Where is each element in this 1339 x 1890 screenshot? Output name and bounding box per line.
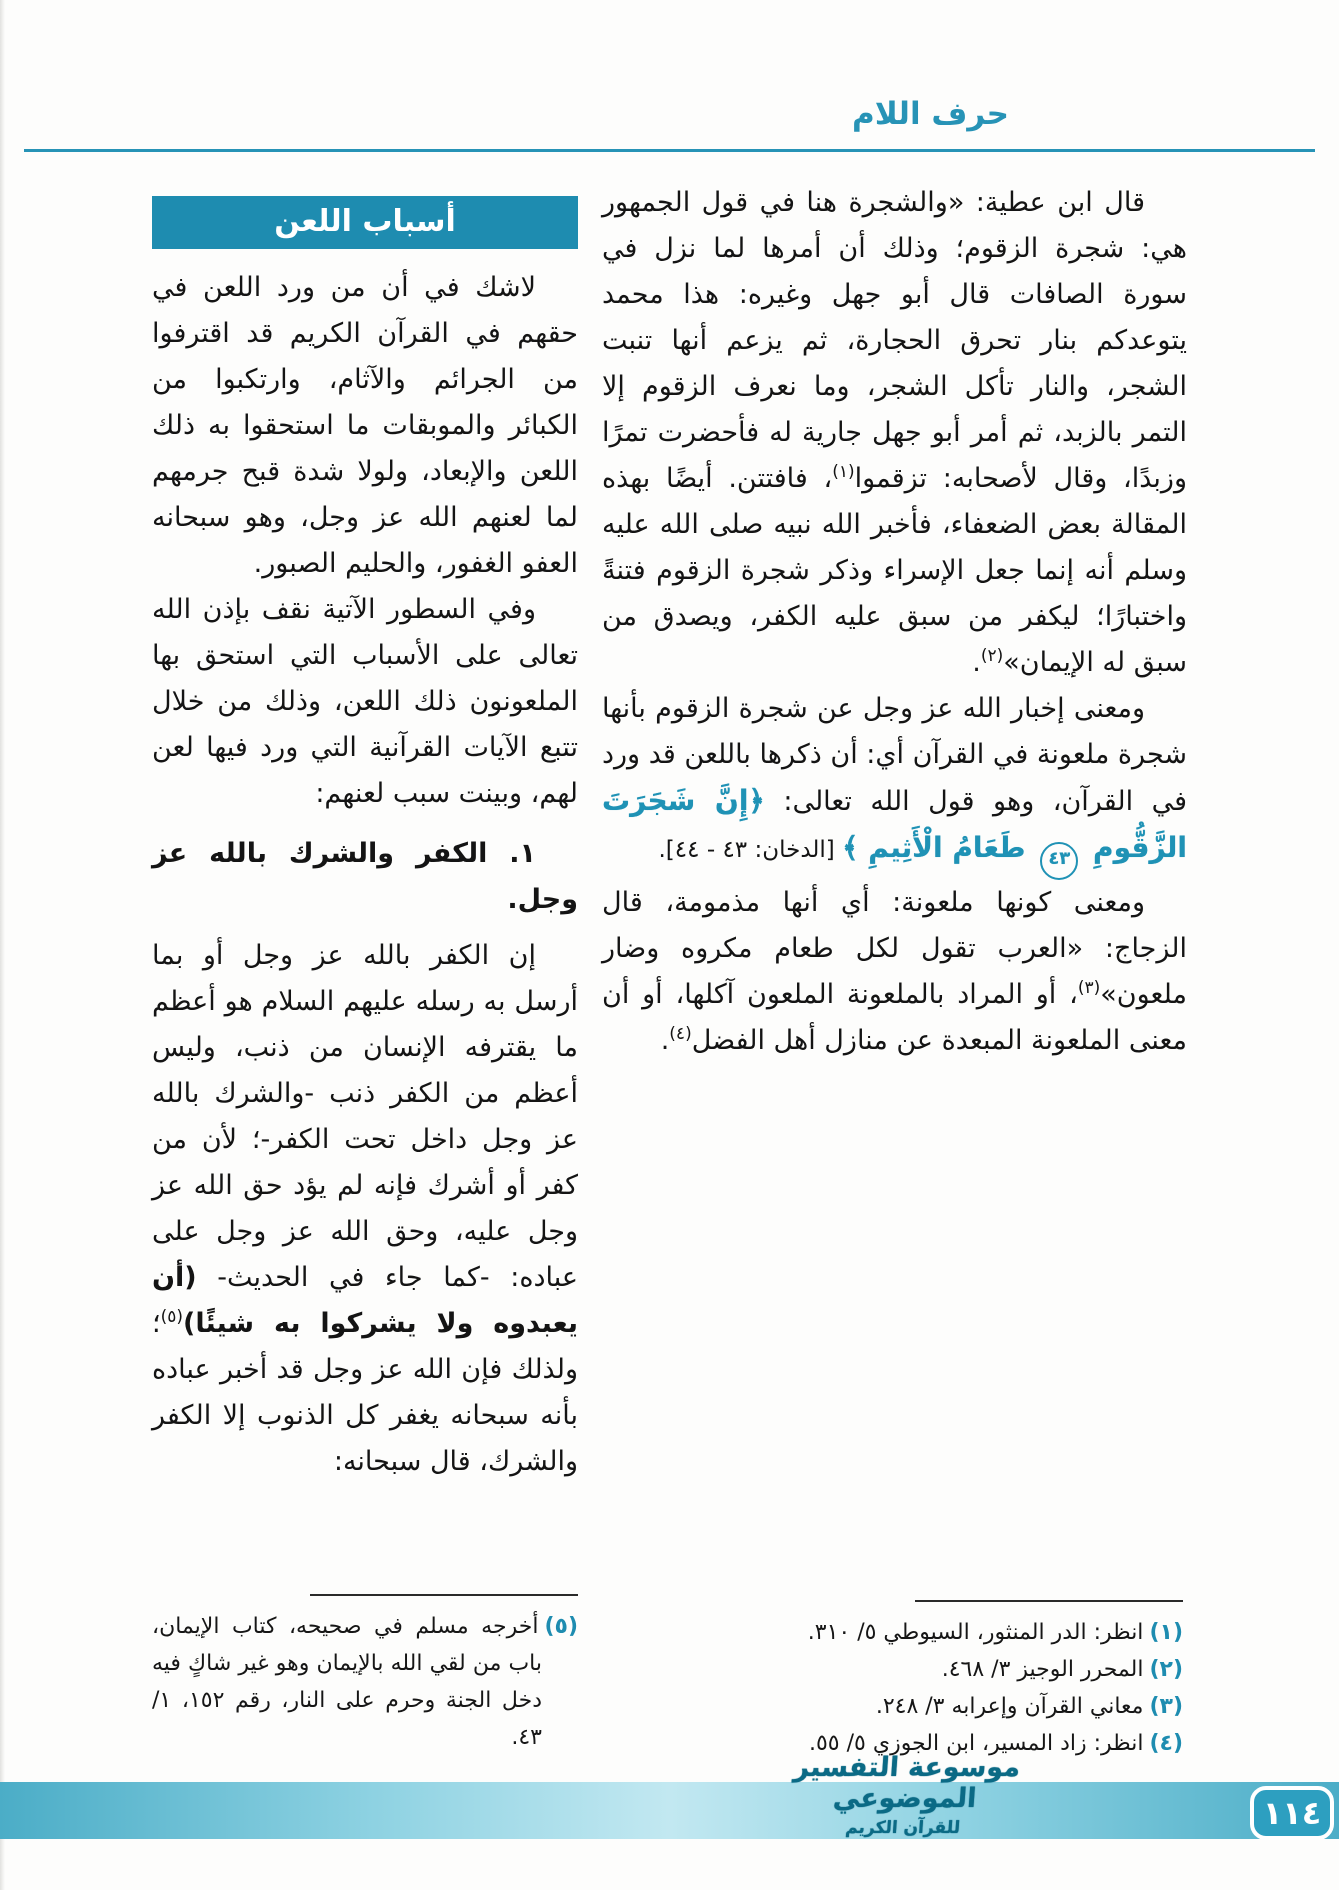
footnote-marker-1: (١) (832, 462, 855, 482)
footnote-number: (٤) (1149, 1731, 1183, 1756)
body-text: . (972, 647, 981, 678)
publisher-logo-title: موسوعة التفسير الموضوعي (792, 1752, 1022, 1814)
footnote-marker-4: (٤) (669, 1024, 692, 1044)
body-text: ومعنى كونها ملعونة: أي أنها مذمومة، قال الزجاج: «العرب تقول لكل طعام مكروه وضار ملعون» (602, 887, 1187, 1010)
paragraph-outline: وفي السطور الآتية نقف بإذن الله تعالى على الأسباب التي استحق بها الملعونون ذلك اللعن، وذلك من خلال تتبع الآيات القرآنية التي ورد فيها لعن لهم، وبينت سبب لعنهم: (152, 594, 578, 809)
paragraph-intro: لاشك في أن من ورد اللعن في حقهم في القرآن الكريم قد اقترفوا من الجرائم والآثام، وارتكبوا من الكبائر والموبقات ما استحقوا به ذلك اللعن والإبعاد، ولولا شدة قبح جرمهم لما لعنهم الله عز وجل، وهو سبحانه العفو الغفور، والحليم الصبور. (152, 272, 578, 579)
footnotes-right-column (598, 1600, 1183, 1762)
footnote-3 (598, 1688, 1183, 1725)
footnote-2 (598, 1651, 1183, 1688)
footnote-marker-2: (٢) (980, 646, 1004, 666)
footnote-marker-5: (٥) (160, 1307, 184, 1327)
numbered-item-kufr: ١. الكفر والشرك بالله عز وجل. (152, 838, 578, 915)
paragraph-cursed-meaning (602, 880, 1187, 1064)
footnote-text: المحرر الوجيز ٣/ ٤٦٨. (941, 1657, 1144, 1682)
footnote-text: انظر: زاد المسير، ابن الجوزي ٥/ ٥٥. (808, 1731, 1144, 1756)
left-column (152, 180, 578, 1485)
page-body (152, 180, 1187, 1485)
body-text: قال ابن عطية: «والشجرة هنا في قول الجمهور هي: شجرة الزقوم؛ وذلك أن أمرها لما نزل في سورة الصافات قال أبو جهل وغيره: هذا محمد يتوعدكم بنار تحرق الحجارة، ثم يزعم أنها تنبت الشجر، والنار تأكل الشجر، وما نعرف الزقوم إلا التمر بالزبد، ثم أمر أبو جهل جارية له فأحضرت تمرًا وزبدًا، وقال لأصحابه: تزقموا (602, 187, 1188, 494)
verse-text: طَعَامُ الْأَثِيمِ ﴾ (842, 831, 1036, 864)
footnotes-left-column (152, 1594, 578, 1756)
section-title-box (152, 196, 578, 249)
footnote-number: (٢) (1149, 1657, 1183, 1682)
footnote-separator (915, 1600, 1183, 1602)
section-title: أسباب اللعن (274, 204, 456, 239)
footnote-separator (310, 1594, 578, 1596)
body-text: ، فافتتن. أيضًا بهذه المقالة بعض الضعفاء، فأخبر الله نبيه صلى الله عليه وسلم أنه إنما جعل الإسراء وذكر شجرة الزقوم فتنةً واختبارًا؛ ليكفر من سبق عليه الكفر، ويصدق من سبق له الإيمان» (602, 463, 1187, 678)
right-column (602, 180, 1187, 1485)
footnote-number: (٥) (544, 1614, 578, 1639)
footnote-text: معاني القرآن وإعرابه ٣/ ٢٤٨. (875, 1694, 1144, 1719)
chapter-title: حرف اللام (852, 96, 1009, 132)
verse-text: ﴿إِنَّ شَجَرَتَ الزَّقُّومِ (602, 784, 1187, 864)
hadith-quote: (أن يعبدوه ولا يشركوا به شيئًا) (152, 1262, 578, 1339)
publisher-logo-subtitle: للقرآن الكريم (844, 1818, 961, 1838)
body-text: إن الكفر بالله عز وجل أو بما أرسل به رسله عليهم السلام هو أعظم ما يقترفه الإنسان من ذنب، وليس أعظم من الكفر ذنب -والشرك بالله عز وجل داخل تحت الكفر-؛ لأن من كفر أو أشرك فإنه لم يؤد حق الله عز وجل عليه، وحق الله عز وجل على عباده: -كما جاء في الحديث- (152, 940, 578, 1293)
footnote-5 (152, 1608, 578, 1756)
footnote-number: (١) (1149, 1620, 1183, 1645)
paragraph-verse-meaning (602, 686, 1187, 880)
publisher-logo (752, 1752, 1058, 1838)
body-text: ومعنى إخبار الله عز وجل عن شجرة الزقوم بأنها شجرة ملعونة في القرآن أي: أن ذكرها باللعن قد ورد في القرآن، وهو قول الله تعالى: (602, 693, 1188, 817)
footnote-text: انظر: الدر المنثور، السيوطي ٥/ ٣١٠. (807, 1620, 1144, 1645)
body-text: ، أو المراد بالملعونة الملعون آكلها، أو أن معنى الملعونة المبعدة عن منازل أهل الفضل (602, 979, 1187, 1056)
header-divider (24, 149, 1315, 152)
footnote-1 (598, 1614, 1183, 1651)
page-number-badge: ١١٤ (1250, 1786, 1334, 1840)
paragraph-ibn-atiyya (602, 180, 1187, 686)
verse-reference: [الدخان: ٤٣ - ٤٤]. (658, 837, 843, 863)
body-text: ؛ ولذلك فإن الله عز وجل قد أخبر عباده بأنه سبحانه يغفر كل الذنوب إلا الكفر والشرك، قال سبحانه: (152, 1308, 578, 1477)
footnote-number: (٣) (1149, 1694, 1183, 1719)
footer-band (0, 1782, 1339, 1839)
ayah-number-badge: ٤٣ (1040, 842, 1078, 880)
paragraph-kufr-body (152, 933, 578, 1485)
footnote-marker-3: (٣) (1077, 978, 1101, 998)
footnote-text: أخرجه مسلم في صحيحه، كتاب الإيمان، باب من لقي الله بالإيمان وهو غير شاكٍ فيه دخل الجنة وحرم على النار، رقم ١٥٢، ١/ ٤٣. (152, 1614, 542, 1750)
body-text: . (660, 1025, 670, 1056)
